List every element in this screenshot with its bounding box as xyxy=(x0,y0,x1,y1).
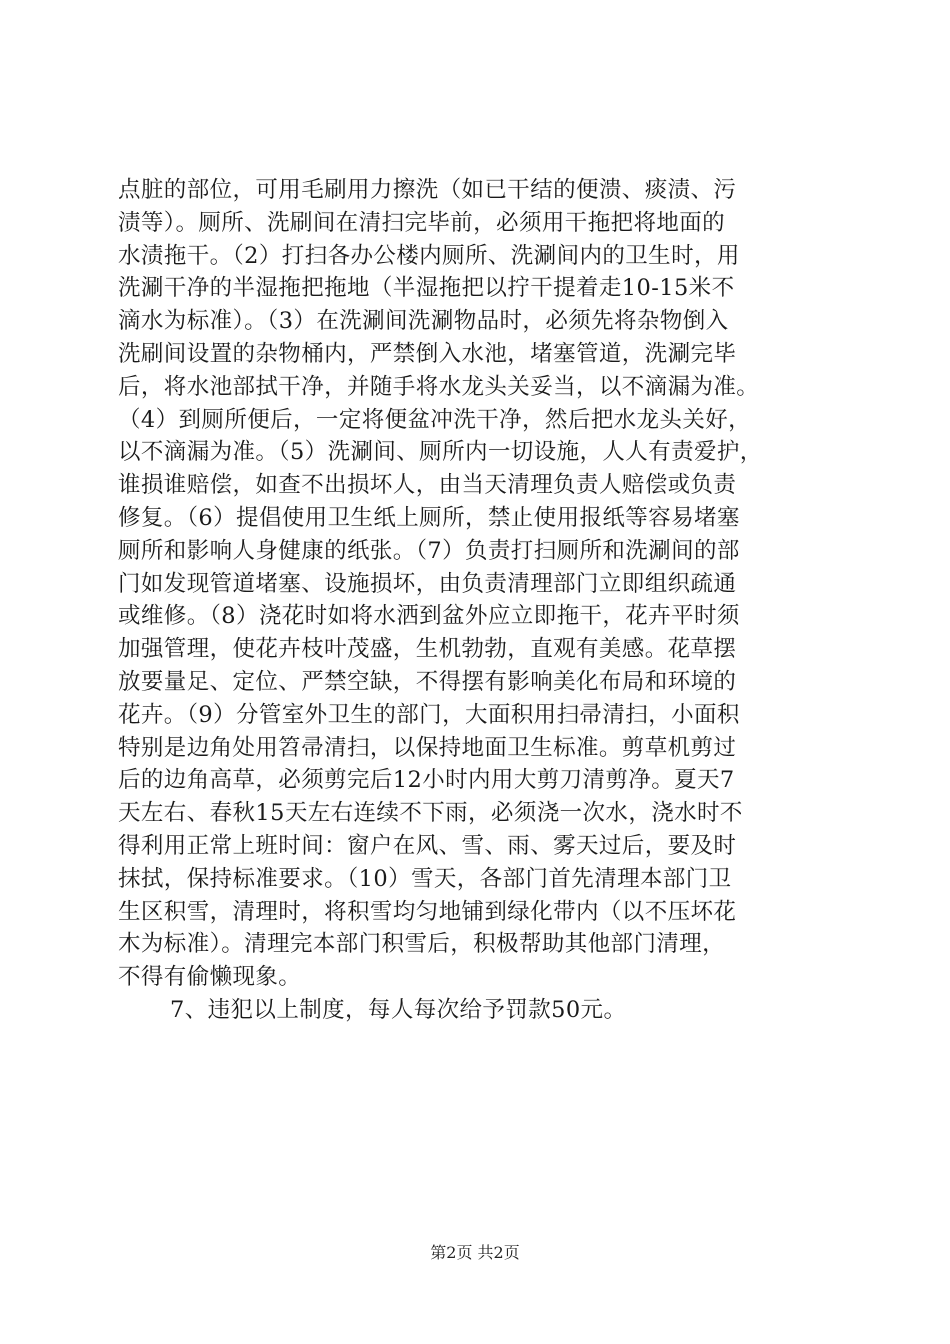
text-line: 门如发现管道堵塞、设施损坏，由负责清理部门立即组织疏通 xyxy=(118,570,737,597)
text-line: 特别是边角处用笤帚清扫，以保持地面卫生标准。剪草机剪过 xyxy=(118,734,737,761)
text-line: 渍等）。厕所、洗刷间在清扫完毕前，必须用干拖把将地面的 xyxy=(118,209,726,236)
text-line: 或维修。（8）浇花时如将水洒到盆外应立即拖干，花卉平时须 xyxy=(118,603,740,630)
text-line: 洗刷间设置的杂物桶内，严禁倒入水池，堵塞管道，洗涮完毕 xyxy=(118,340,737,367)
text-line: 洗涮干净的半湿拖把拖地（半湿拖把以拧干提着走10-15米不 xyxy=(118,275,735,302)
text-line: 不得有偷懒现象。 xyxy=(118,964,302,991)
page-footer: 第2页 共2页 xyxy=(430,1243,520,1262)
text-line: （4）到厕所便后，一定将便盆冲洗干净，然后把水龙头关好， xyxy=(118,406,752,433)
text-line: 滴水为标准）。（3）在洗涮间洗涮物品时，必须先将杂物倒入 xyxy=(118,308,729,335)
text-line: 天左右、春秋15天左右连续不下雨，必须浇一次水，浇水时不 xyxy=(118,800,743,827)
text-line: 花卉。（9）分管室外卫生的部门，大面积用扫帚清扫，小面积 xyxy=(118,701,740,728)
text-line: 得利用正常上班时间：窗户在风、雪、雨、雾天过后，要及时 xyxy=(118,832,737,859)
text-line: 生区积雪，清理时，将积雪均匀地铺到绿化带内（以不压坏花 xyxy=(118,898,737,925)
text-line: 后，将水池部拭干净，并随手将水龙头关妥当，以不滴漏为准。 xyxy=(118,373,760,400)
text-line: 厕所和影响人身健康的纸张。（7）负责打扫厕所和洗涮间的部 xyxy=(118,537,740,564)
text-line: 抹拭，保持标准要求。（10）雪天，各部门首先清理本部门卫 xyxy=(118,865,732,892)
text-line: 木为标准）。清理完本部门积雪后，积极帮助其他部门清理， xyxy=(118,931,726,958)
text-line: 放要量足、定位、严禁空缺，不得摆有影响美化布局和环境的 xyxy=(118,668,737,695)
document-body xyxy=(118,174,832,1027)
text-line: 以不滴漏为准。（5）洗涮间、厕所内一切设施，人人有责爱护， xyxy=(118,439,763,466)
paragraph-item-7: 7、违犯以上制度，每人每次给予罚款50元。 xyxy=(170,996,627,1023)
text-line: 后的边角高草，必须剪完后12小时内用大剪刀清剪净。夏天7 xyxy=(118,767,735,794)
text-line: 修复。（6）提倡使用卫生纸上厕所，禁止使用报纸等容易堵塞 xyxy=(118,504,740,531)
text-line: 水渍拖干。（2）打扫各办公楼内厕所、洗涮间内的卫生时，用 xyxy=(118,242,740,269)
text-line: 谁损谁赔偿，如查不出损坏人，由当天清理负责人赔偿或负责 xyxy=(118,472,737,499)
text-line: 加强管理，使花卉枝叶茂盛，生机勃勃，直观有美感。花草摆 xyxy=(118,636,737,663)
text-line: 点脏的部位，可用毛刷用力擦洗（如已干结的便溃、痰渍、污 xyxy=(118,177,737,203)
